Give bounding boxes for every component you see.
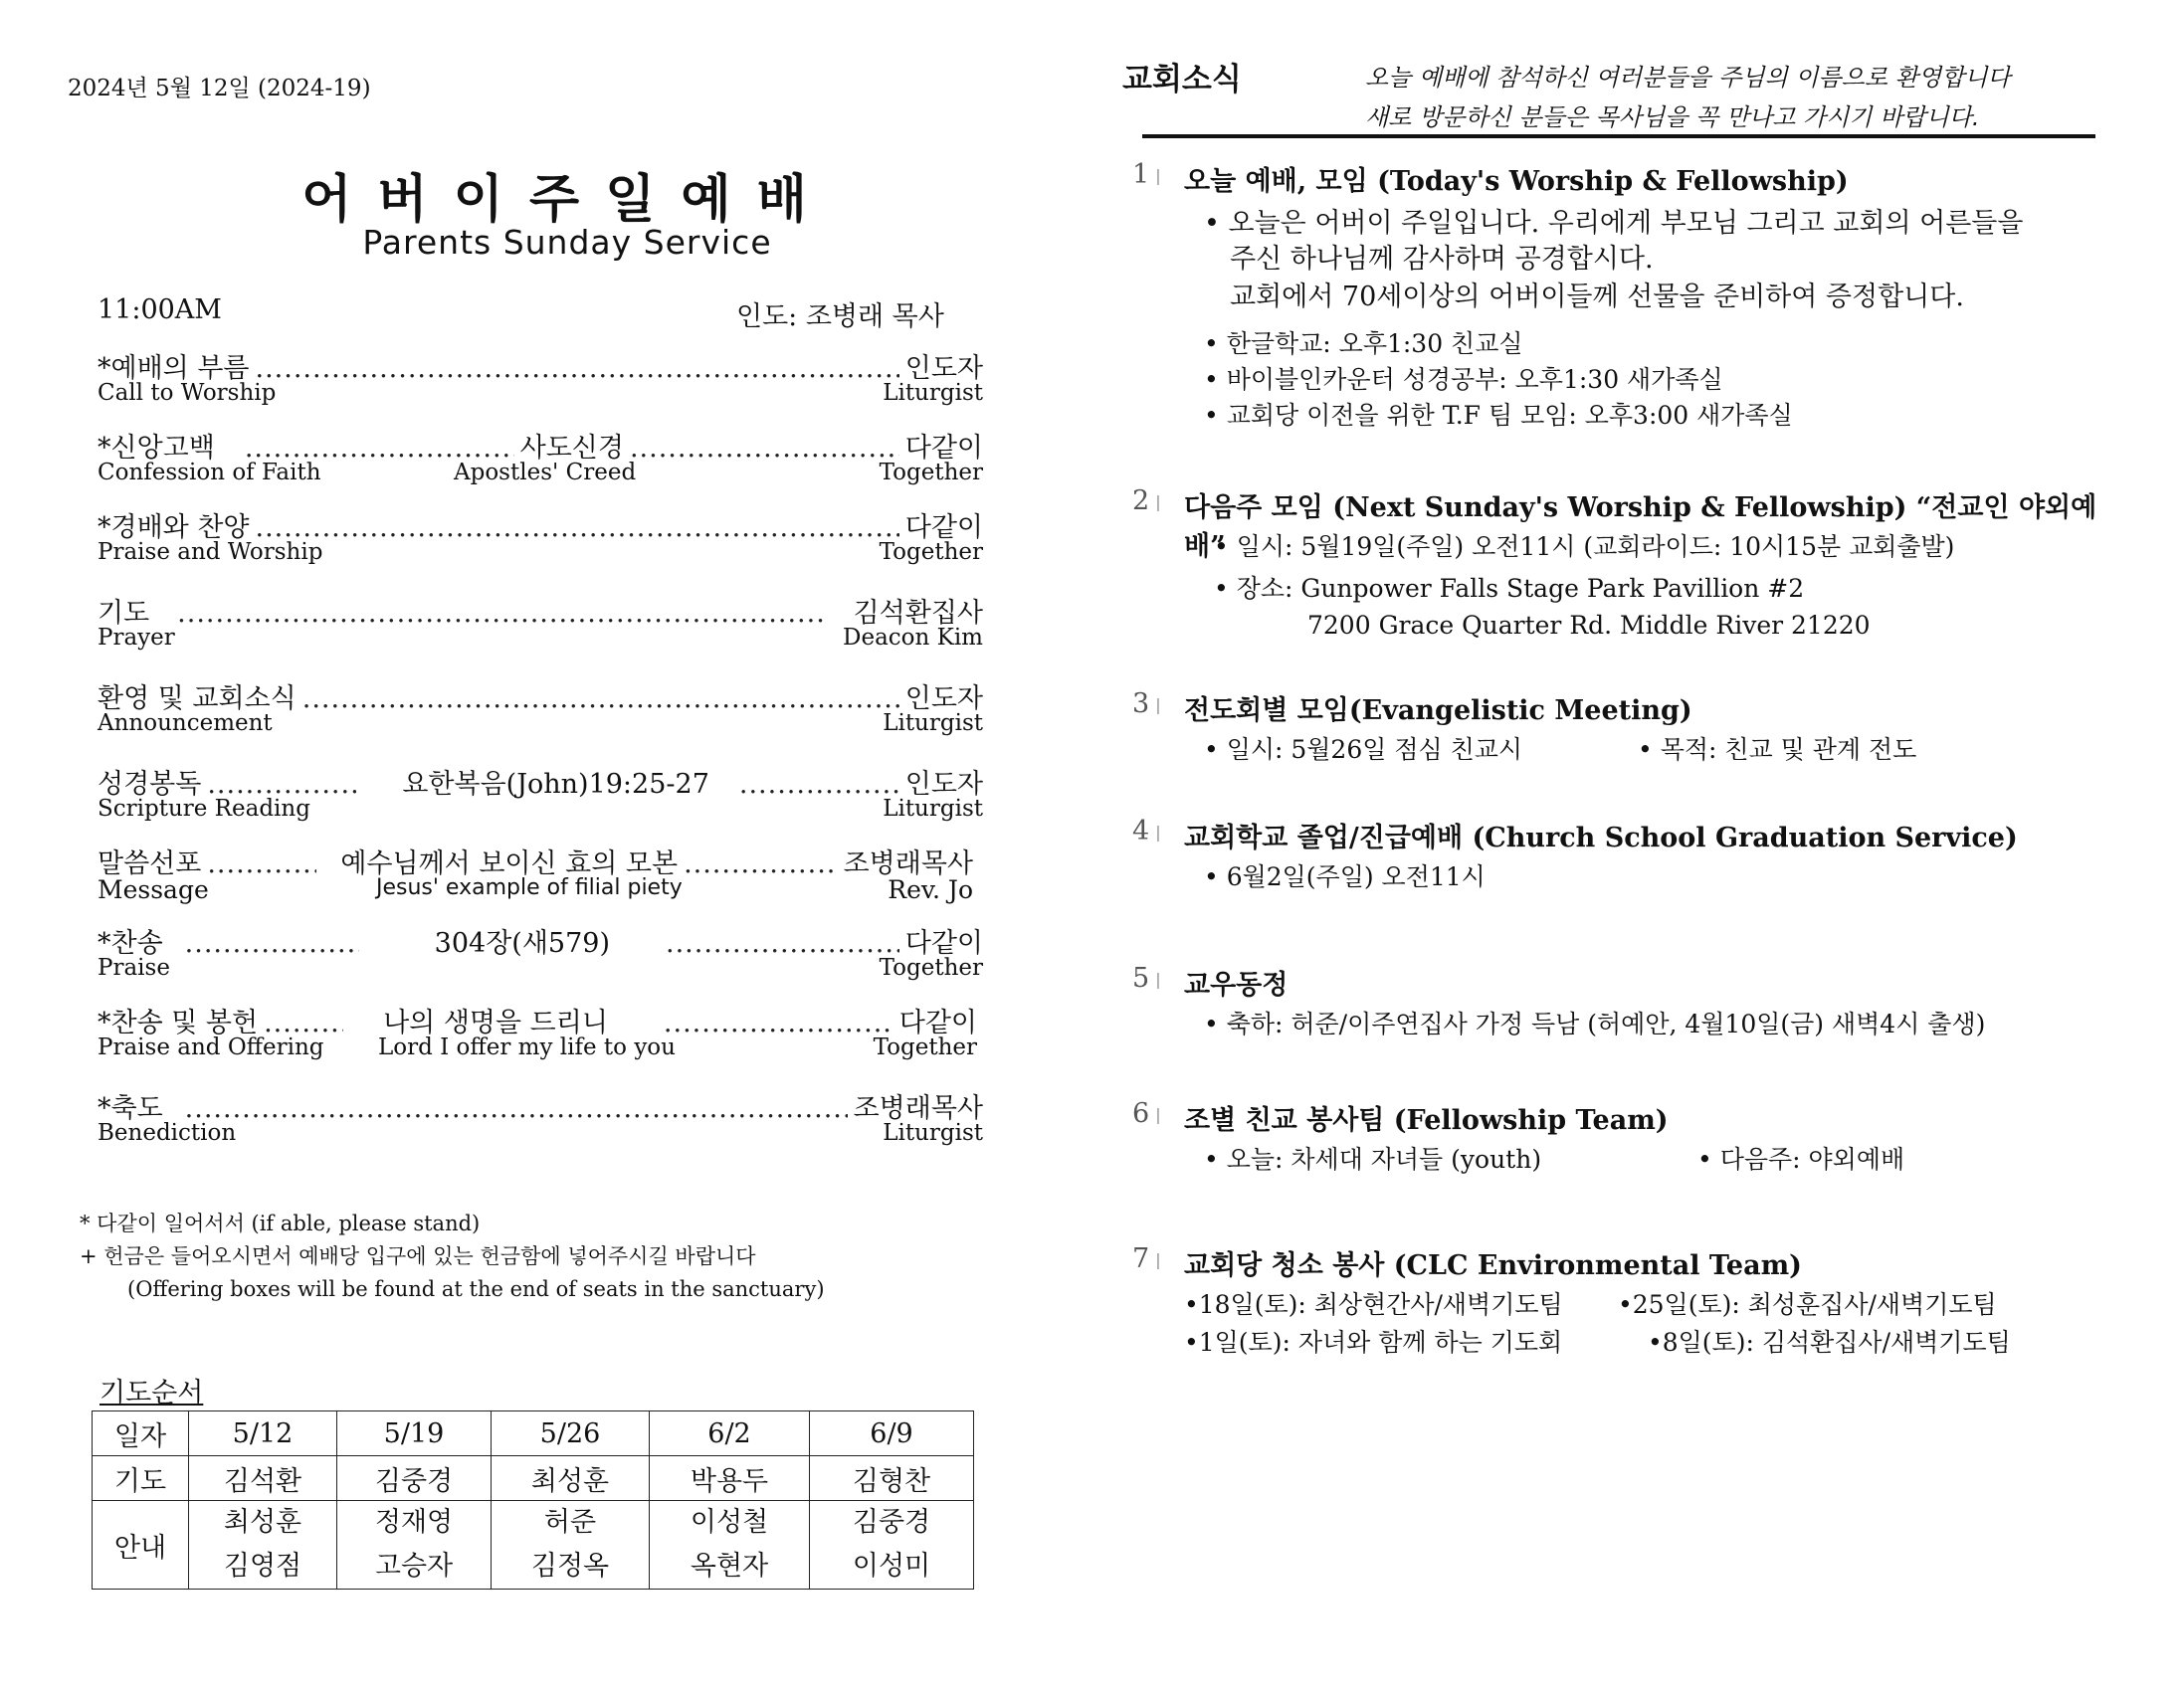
table-cell <box>492 1501 650 1590</box>
order-item-content: 예수님께서 보이신 효의 모본 <box>340 848 679 879</box>
order-item-content: 나의 생명을 드리니 <box>383 1008 608 1038</box>
order-item-content-english: Apostles' Creed <box>454 460 637 485</box>
section-heading: 다음주 모임 (Next Sunday's Worship & Fellowship) “전교인 야외예배” <box>1184 492 2097 562</box>
order-item-role-english: Liturgist <box>883 380 983 406</box>
list-item: • 한글학교: 오후1:30 친교실 <box>1204 329 1523 358</box>
order-item-english: Praise and Worship <box>98 539 323 565</box>
table-header-cell: 5/26 <box>492 1411 650 1456</box>
offering-note-english: (Offering boxes will be found at the end of seats in the sanctuary) <box>127 1277 825 1301</box>
order-item-korean: 성경봉독 <box>98 769 202 800</box>
divider <box>1142 134 2095 138</box>
list-item: 7200 Grace Quarter Rd. Middle River 21220 <box>1307 611 1871 640</box>
section-heading: 교회학교 졸업/진급예배 (Church School Graduation Service) <box>1184 823 2018 853</box>
order-item-korean: *축도 <box>98 1093 163 1124</box>
table-cell <box>189 1501 337 1590</box>
prayer-schedule-table <box>92 1410 974 1590</box>
order-item-role-english: Deacon Kim <box>843 625 983 651</box>
order-item-english: Praise and Offering <box>98 1034 324 1060</box>
order-item-confession <box>98 426 983 495</box>
section-heading: 교회당 청소 봉사 (CLC Environmental Team) <box>1184 1250 1802 1281</box>
order-item-korean: 환영 및 교회소식 <box>98 683 297 714</box>
table-header-cell: 5/19 <box>337 1411 492 1456</box>
order-item-role-english: Together <box>879 460 983 485</box>
welcome-line: 오늘 예배에 참석하신 여러분들을 주님의 이름으로 환영합니다 <box>1365 64 2011 92</box>
service-leader: 인도: 조병래 목사 <box>736 301 944 332</box>
church-news-title: 교회소식 <box>1122 62 1242 97</box>
order-item-english: Praise <box>98 955 170 981</box>
list-item: •8일(토): 김석환집사/새벽기도팀 <box>1648 1328 2011 1357</box>
order-item-english: Message <box>98 875 209 904</box>
order-item-content-english: Jesus' example of filial piety <box>376 875 683 900</box>
table-cell: 김형찬 <box>810 1456 974 1501</box>
table-cell: 박용두 <box>650 1456 810 1501</box>
order-item-role-english: Liturgist <box>883 710 983 736</box>
order-item-role-english: Together <box>873 1034 977 1060</box>
table-cell: 김중경 <box>337 1456 492 1501</box>
guide-name: 허준 <box>543 1507 597 1538</box>
list-item: 교회에서 70세이상의 어버이들께 선물을 준비하여 증정합니다. <box>1230 282 1964 312</box>
section-number: 4 | <box>1132 816 1161 846</box>
list-item: • 오늘: 차세대 자녀들 (youth) <box>1204 1145 1542 1174</box>
table-header-cell: 6/2 <box>650 1411 810 1456</box>
guide-name: 이성철 <box>690 1507 769 1538</box>
list-item: • 축하: 허준/이주연집사 가정 득남 (허예안, 4월10일(금) 새벽4시 출생) <box>1204 1010 1986 1038</box>
table-header-cell: 5/12 <box>189 1411 337 1456</box>
order-item-message <box>98 842 973 911</box>
order-item-role: 인도자 <box>904 769 983 800</box>
order-item-content-english: Lord I offer my life to you <box>378 1034 676 1060</box>
order-item-korean: *경배와 찬양 <box>98 512 250 543</box>
order-item-role: 다같이 <box>904 928 983 959</box>
section-number: 5 | <box>1132 963 1161 994</box>
order-item-role-english: Liturgist <box>883 796 983 822</box>
table-row-label: 기도 <box>93 1456 189 1501</box>
table-header-cell: 일자 <box>93 1411 189 1456</box>
order-item-english: Benediction <box>98 1120 237 1146</box>
table-row <box>93 1411 974 1456</box>
guide-name: 고승자 <box>374 1551 454 1582</box>
order-item-korean: *찬송 및 봉헌 <box>98 1008 259 1038</box>
order-item-role-english: Liturgist <box>883 1120 983 1146</box>
order-item-korean: *찬송 <box>98 928 163 959</box>
welcome-message <box>1365 58 2011 137</box>
section-number: 1 | <box>1132 159 1161 190</box>
order-item-role: 인도자 <box>904 353 983 384</box>
offering-note: + 헌금은 들어오시면서 예배당 입구에 있는 헌금함에 넣어주시길 바랍니다 <box>80 1244 756 1268</box>
order-item-benediction <box>98 1086 983 1156</box>
list-item: •1일(토): 자녀와 함께 하는 기도회 <box>1184 1328 1563 1357</box>
order-item-english: Scripture Reading <box>98 796 310 822</box>
list-item: •18일(토): 최상현간사/새벽기도팀 <box>1184 1290 1563 1319</box>
worship-notes <box>80 1208 825 1306</box>
section-heading: 교우동정 <box>1184 970 1289 1001</box>
guide-name: 정재영 <box>374 1507 454 1538</box>
order-item-role: 조병래목사 <box>843 848 973 879</box>
section-number: 3 | <box>1132 688 1161 719</box>
guide-name: 김정옥 <box>530 1551 610 1582</box>
table-cell <box>810 1501 974 1590</box>
order-item-role: 조병래목사 <box>853 1093 983 1124</box>
bulletin-date: 2024년 5월 12일 (2024-19) <box>68 76 371 101</box>
order-item-korean: *신앙고백 <box>98 433 215 464</box>
table-row <box>93 1456 974 1501</box>
order-item-announcement <box>98 676 983 746</box>
guide-name: 김중경 <box>852 1507 931 1538</box>
prayer-schedule-title: 기도순서 <box>99 1378 204 1409</box>
service-title-english: Parents Sunday Service <box>362 223 772 262</box>
list-item: • 다음주: 야외예배 <box>1697 1145 1905 1174</box>
list-item: • 일시: 5월19일(주일) 오전11시 (교회라이드: 10시15분 교회출발) <box>1214 532 1955 561</box>
welcome-line: 새로 방문하신 분들은 목사님을 꼭 만나고 가시기 바랍니다. <box>1365 103 1980 131</box>
order-item-english: Announcement <box>98 710 273 736</box>
order-item-content: 304장(새579) <box>434 928 610 959</box>
section-number: 7 | <box>1132 1243 1161 1274</box>
order-item-role: 다같이 <box>904 433 983 464</box>
table-cell <box>650 1501 810 1590</box>
list-item: • 일시: 5월26일 점심 친교시 <box>1204 735 1523 764</box>
table-header-cell: 6/9 <box>810 1411 974 1456</box>
list-item: • 장소: Gunpower Falls Stage Park Pavillion #2 <box>1214 574 1805 603</box>
order-item-role: 김석환집사 <box>853 598 983 629</box>
order-item-hymn <box>98 921 983 991</box>
order-item-prayer <box>98 591 983 660</box>
section-heading: 조별 친교 봉사팀 (Fellowship Team) <box>1184 1105 1669 1136</box>
order-item-role: 다같이 <box>898 1008 977 1038</box>
guide-name: 옥현자 <box>690 1551 769 1582</box>
section-heading: 오늘 예배, 모임 (Today's Worship & Fellowship) <box>1184 166 1849 197</box>
service-time: 11:00AM <box>98 294 222 325</box>
guide-name: 이성미 <box>852 1551 931 1582</box>
order-item-call-to-worship <box>98 346 983 416</box>
order-item-content: 요한복음(John)19:25-27 <box>402 769 709 800</box>
order-item-role-english: Rev. Jo <box>888 875 973 904</box>
order-item-role: 인도자 <box>904 683 983 714</box>
table-cell <box>337 1501 492 1590</box>
list-item: • 오늘은 어버이 주일입니다. 우리에게 부모님 그리고 교회의 어른들을 <box>1204 208 2024 239</box>
order-item-english: Call to Worship <box>98 380 277 406</box>
order-item-offering <box>98 1001 977 1070</box>
section-number: 2 | <box>1132 485 1161 516</box>
guide-name: 최성훈 <box>223 1507 302 1538</box>
section-heading: 전도회별 모임(Evangelistic Meeting) <box>1184 695 1692 726</box>
service-title-korean: 어버이주일예배 <box>301 170 833 230</box>
section-number: 6 | <box>1132 1098 1161 1129</box>
table-cell: 최성훈 <box>492 1456 650 1501</box>
order-item-korean: 기도 <box>98 598 150 629</box>
guide-name: 김영점 <box>223 1551 302 1582</box>
table-cell: 김석환 <box>189 1456 337 1501</box>
order-item-praise-worship <box>98 505 983 575</box>
stand-note: * 다같이 일어서서 (if able, please stand) <box>80 1212 481 1235</box>
order-item-english: Confession of Faith <box>98 460 321 485</box>
order-item-scripture <box>98 762 983 832</box>
order-item-role-english: Together <box>879 955 983 981</box>
list-item: •25일(토): 최성훈집사/새벽기도팀 <box>1618 1290 1997 1319</box>
order-item-role: 다같이 <box>904 512 983 543</box>
list-item: • 6월2일(주일) 오전11시 <box>1204 862 1486 891</box>
order-item-korean: *예배의 부름 <box>98 353 250 384</box>
order-item-korean: 말씀선포 <box>98 848 202 879</box>
list-item: • 바이블인카운터 성경공부: 오후1:30 새가족실 <box>1204 365 1723 394</box>
order-item-content: 사도신경 <box>519 433 624 464</box>
list-item: 주신 하나님께 감사하며 공경합시다. <box>1230 244 1654 275</box>
list-item: • 목적: 친교 및 관계 전도 <box>1638 735 1917 764</box>
table-row-label: 안내 <box>93 1501 189 1590</box>
list-item: • 교회당 이전을 위한 T.F 팀 모임: 오후3:00 새가족실 <box>1204 401 1793 430</box>
order-item-english: Prayer <box>98 625 175 651</box>
table-row <box>93 1501 974 1590</box>
order-item-role-english: Together <box>879 539 983 565</box>
